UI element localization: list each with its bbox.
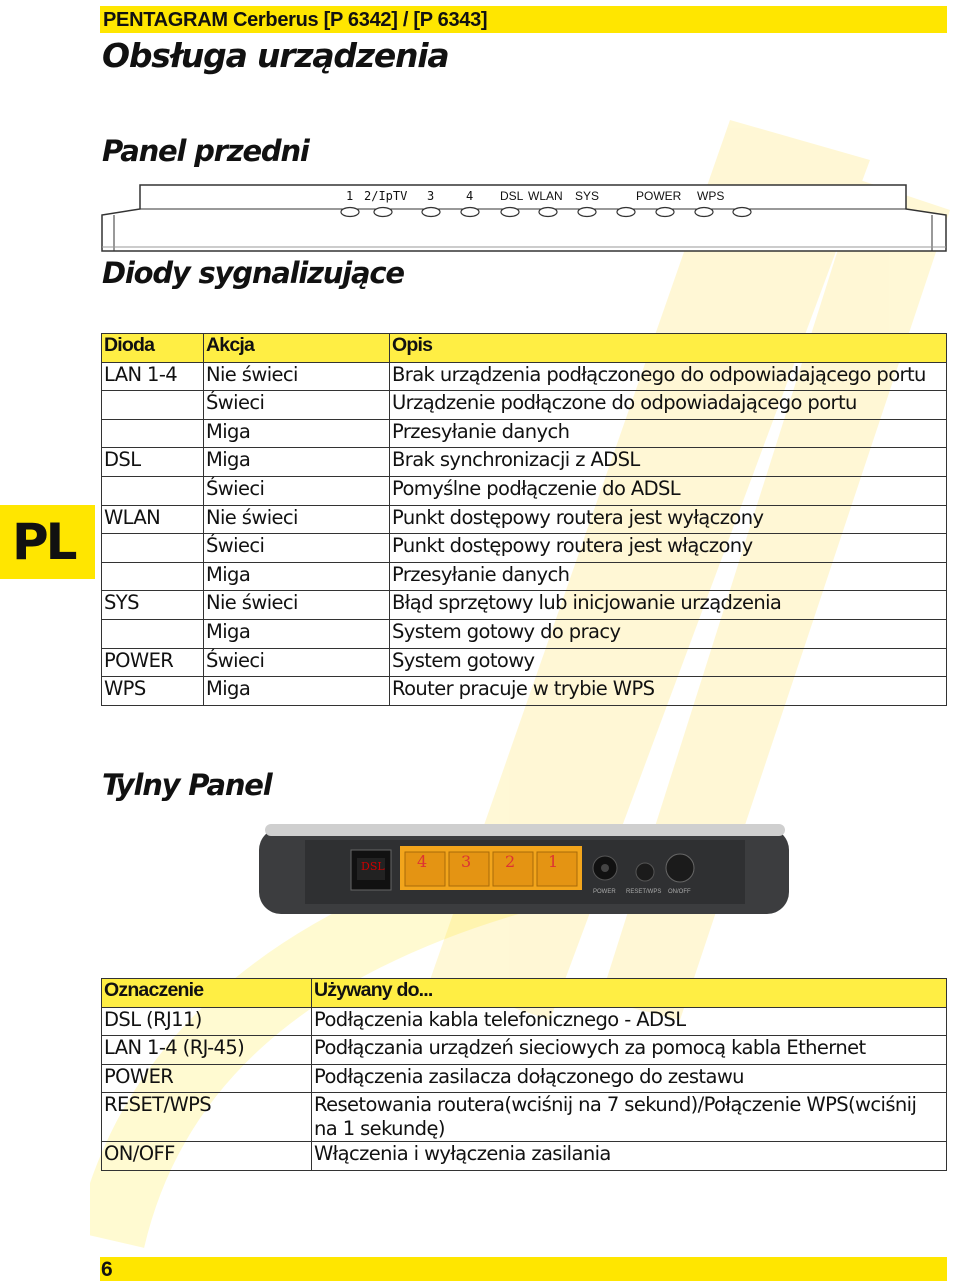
led-table-row — [102, 648, 947, 677]
front-label-4: 4 — [466, 189, 474, 203]
led-cell-dioda — [102, 619, 204, 648]
led-cell-dioda — [102, 476, 204, 505]
led-cell-dioda: WLAN — [102, 505, 204, 534]
led-cell-opis: Pomyślne podłączenie do ADSL — [390, 476, 947, 505]
front-label-wlan: WLAN — [528, 189, 563, 203]
led-cell-opis: Brak synchronizacji z ADSL — [390, 448, 947, 477]
page-title: Obsługa urządzenia — [102, 36, 449, 75]
led-cell-opis: System gotowy — [390, 648, 947, 677]
led-cell-dioda: POWER — [102, 648, 204, 677]
led-cell-opis: Błąd sprzętowy lub inicjowanie urządzenia — [390, 591, 947, 620]
front-label-sys: SYS — [575, 189, 600, 203]
front-panel-labels — [100, 189, 950, 209]
led-cell-dioda — [102, 562, 204, 591]
port-table-header-oznaczenie: Oznaczenie — [102, 979, 312, 1008]
port-cell-oznaczenie: RESET/WPS — [102, 1093, 312, 1142]
back-label-onoff: ON/OFF — [668, 889, 691, 895]
front-label-1: 1 — [346, 189, 354, 203]
page-number: 6 — [101, 1258, 113, 1281]
led-cell-akcja: Miga — [204, 448, 390, 477]
port-table-header-uzywany: Używany do... — [312, 979, 947, 1008]
section-back-panel-title: Tylny Panel — [102, 768, 272, 802]
language-tab-label: PL — [12, 513, 75, 571]
led-cell-opis: Punkt dostępowy routera jest włączony — [390, 534, 947, 563]
led-table-row — [102, 476, 947, 505]
led-cell-akcja: Miga — [204, 619, 390, 648]
port-cell-uzywany: Podłączenia kabla telefonicznego - ADSL — [312, 1007, 947, 1036]
led-table-row — [102, 591, 947, 620]
led-table-row — [102, 505, 947, 534]
back-label-port-1: 1 — [548, 852, 559, 871]
port-cell-oznaczenie: LAN 1-4 (RJ-45) — [102, 1036, 312, 1065]
back-label-port-4: 4 — [417, 852, 428, 871]
led-cell-akcja: Miga — [204, 677, 390, 706]
footer-bar — [100, 1257, 947, 1281]
section-leds-title: Diody sygnalizujące — [102, 256, 404, 290]
led-cell-akcja: Miga — [204, 419, 390, 448]
led-table-row — [102, 419, 947, 448]
led-cell-dioda: WPS — [102, 677, 204, 706]
led-cell-dioda — [102, 534, 204, 563]
port-table-row — [102, 1093, 947, 1142]
led-cell-opis: Router pracuje w trybie WPS — [390, 677, 947, 706]
led-cell-opis: System gotowy do pracy — [390, 619, 947, 648]
port-cell-oznaczenie: ON/OFF — [102, 1142, 312, 1171]
led-cell-opis: Brak urządzenia podłączonego do odpowiadającego portu — [390, 362, 947, 391]
led-table — [101, 333, 947, 706]
front-label-2-iptv: 2/IpTV — [364, 189, 408, 203]
led-cell-akcja: Nie świeci — [204, 362, 390, 391]
led-table-header-dioda: Dioda — [102, 334, 204, 363]
port-cell-uzywany: Włączenia i wyłączenia zasilania — [312, 1142, 947, 1171]
header-title: PENTAGRAM Cerberus [P 6342] / [P 6343] — [103, 9, 488, 31]
back-label-port-2: 2 — [505, 852, 516, 871]
port-table-row — [102, 1142, 947, 1171]
led-table-header-opis: Opis — [390, 334, 947, 363]
led-cell-dioda: DSL — [102, 448, 204, 477]
front-label-3: 3 — [427, 189, 435, 203]
led-table-row — [102, 362, 947, 391]
led-cell-akcja: Miga — [204, 562, 390, 591]
led-cell-opis: Punkt dostępowy routera jest wyłączony — [390, 505, 947, 534]
port-table-row — [102, 1036, 947, 1065]
led-table-row — [102, 534, 947, 563]
port-cell-oznaczenie: DSL (RJ11) — [102, 1007, 312, 1036]
led-cell-dioda — [102, 391, 204, 420]
led-table-row — [102, 619, 947, 648]
front-label-power: POWER — [636, 189, 682, 203]
led-cell-dioda: LAN 1-4 — [102, 362, 204, 391]
led-table-row — [102, 448, 947, 477]
led-cell-akcja: Nie świeci — [204, 505, 390, 534]
led-cell-akcja: Świeci — [204, 648, 390, 677]
led-cell-akcja: Świeci — [204, 534, 390, 563]
back-label-power: POWER — [593, 889, 616, 895]
section-front-panel-title: Panel przedni — [102, 134, 309, 168]
led-cell-akcja: Nie świeci — [204, 591, 390, 620]
back-panel-illustration — [255, 822, 795, 922]
port-table — [101, 978, 947, 1171]
port-table-row — [102, 1007, 947, 1036]
back-label-port-3: 3 — [461, 852, 472, 871]
led-cell-akcja: Świeci — [204, 391, 390, 420]
led-cell-akcja: Świeci — [204, 476, 390, 505]
led-cell-opis: Urządzenie podłączone do odpowiadającego portu — [390, 391, 947, 420]
led-table-row — [102, 677, 947, 706]
port-cell-uzywany: Podłączenia zasilacza dołączonego do zestawu — [312, 1064, 947, 1093]
port-cell-oznaczenie: POWER — [102, 1064, 312, 1093]
led-cell-opis: Przesyłanie danych — [390, 419, 947, 448]
led-table-row — [102, 391, 947, 420]
led-table-header-akcja: Akcja — [204, 334, 390, 363]
back-label-reset: RESET/WPS — [626, 889, 662, 895]
led-cell-dioda: SYS — [102, 591, 204, 620]
front-label-wps: WPS — [697, 189, 725, 203]
led-cell-opis: Przesyłanie danych — [390, 562, 947, 591]
port-cell-uzywany: Resetowania routera(wciśnij na 7 sekund)/Połączenie WPS(wciśnij na 1 sekundę) — [312, 1093, 947, 1142]
front-label-dsl: DSL — [500, 189, 524, 203]
port-cell-uzywany: Podłączania urządzeń sieciowych za pomocą kabla Ethernet — [312, 1036, 947, 1065]
led-table-row — [102, 562, 947, 591]
back-label-dsl-port: DSL — [361, 860, 385, 873]
led-cell-dioda — [102, 419, 204, 448]
port-table-row — [102, 1064, 947, 1093]
